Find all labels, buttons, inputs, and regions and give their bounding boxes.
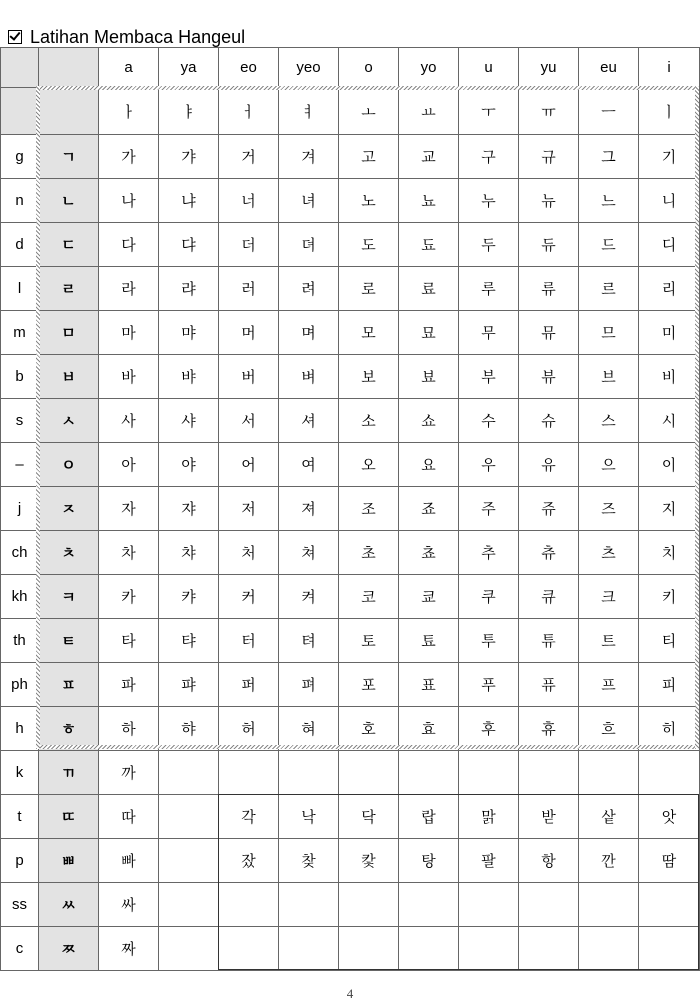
syllable-cell: 캬 [159,575,219,619]
consonant-hangul-cell: ㅅ [39,399,99,443]
syllable-cell: 료 [399,267,459,311]
syllable-cell: 이 [639,443,700,487]
consonant-hangul-cell: ㄴ [39,179,99,223]
practice-cell: 찾 [279,839,339,883]
syllable-cell: 후 [459,707,519,751]
practice-cell [399,751,459,795]
syllable-cell: 아 [99,443,159,487]
syllable-cell: 기 [639,135,700,179]
consonant-latin-cell: b [1,355,39,399]
vowel-latin-cell: yeo [279,48,339,88]
syllable-cell: 빠 [99,839,159,883]
syllable-cell: 푸 [459,663,519,707]
syllable-cell: 규 [519,135,579,179]
practice-cell [339,927,399,971]
syllable-cell: 바 [99,355,159,399]
syllable-cell: 슈 [519,399,579,443]
syllable-cell: 니 [639,179,700,223]
vowel-hangul-cell: ㅕ [279,88,339,135]
vowel-latin-cell: eu [579,48,639,88]
syllable-cell: 너 [219,179,279,223]
practice-cell [219,883,279,927]
syllable-cell: 프 [579,663,639,707]
syllable-cell: 벼 [279,355,339,399]
vowel-hangul-cell: ㅑ [159,88,219,135]
consonant-latin-cell: – [1,443,39,487]
syllable-cell: 가 [99,135,159,179]
vowel-hangul-cell: ㅗ [339,88,399,135]
syllable-cell: 두 [459,223,519,267]
table-row [1,531,700,575]
syllable-cell: 히 [639,707,700,751]
syllable-cell: 챠 [159,531,219,575]
syllable-cell: 쿠 [459,575,519,619]
practice-cell [579,883,639,927]
syllable-cell: 포 [339,663,399,707]
syllable-cell: 츠 [579,531,639,575]
syllable-cell: 크 [579,575,639,619]
vowel-hangul-cell: ㅠ [519,88,579,135]
practice-cell: 항 [519,839,579,883]
consonant-latin-cell: d [1,223,39,267]
vowel-hangul-cell: ㅜ [459,88,519,135]
consonant-hangul-cell: ㅍ [39,663,99,707]
syllable-cell: 르 [579,267,639,311]
syllable-cell: 냐 [159,179,219,223]
consonant-hangul-cell: ㅆ [39,883,99,927]
syllable-cell: 짜 [99,927,159,971]
practice-cell [639,927,700,971]
syllable-cell: 하 [99,707,159,751]
syllable-cell: 부 [459,355,519,399]
syllable-cell: 저 [219,487,279,531]
syllable-cell: 구 [459,135,519,179]
table-row [1,311,700,355]
syllable-cell: 퍼 [219,663,279,707]
syllable-cell: 토 [339,619,399,663]
table-body [1,48,700,971]
practice-cell [579,927,639,971]
practice-cell: 낙 [279,795,339,839]
corner-cell [39,48,99,88]
consonant-hangul-cell: ㄹ [39,267,99,311]
syllable-cell: 비 [639,355,700,399]
practice-cell: 캋 [339,839,399,883]
practice-cell: 맑 [459,795,519,839]
syllable-cell: 펴 [279,663,339,707]
syllable-cell: 거 [219,135,279,179]
syllable-cell: 주 [459,487,519,531]
syllable-cell: 타 [99,619,159,663]
syllable-cell: 고 [339,135,399,179]
syllable-cell: 샤 [159,399,219,443]
syllable-cell: 보 [339,355,399,399]
table-row [1,487,700,531]
syllable-cell: 파 [99,663,159,707]
consonant-latin-cell: l [1,267,39,311]
practice-cell: 팔 [459,839,519,883]
syllable-cell: 휴 [519,707,579,751]
consonant-hangul-cell: ㅌ [39,619,99,663]
consonant-hangul-cell: ㅉ [39,927,99,971]
syllable-cell: 댜 [159,223,219,267]
table-row [1,223,700,267]
syllable-cell: 버 [219,355,279,399]
vowel-hangul-cell: ㅡ [579,88,639,135]
consonant-latin-cell: ss [1,883,39,927]
vowel-latin-cell: eo [219,48,279,88]
table-row [1,355,700,399]
consonant-latin-cell: k [1,751,39,795]
consonant-hangul-cell: ㄷ [39,223,99,267]
table-row [1,839,700,883]
syllable-cell: 쿄 [399,575,459,619]
vowel-latin-cell: a [99,48,159,88]
syllable-cell: 조 [339,487,399,531]
syllable-cell: 디 [639,223,700,267]
vowel-latin-cell: o [339,48,399,88]
syllable-cell: 쟈 [159,487,219,531]
practice-cell [459,751,519,795]
syllable-cell: 피 [639,663,700,707]
syllable-cell: 마 [99,311,159,355]
syllable-cell: 먀 [159,311,219,355]
syllable-cell: 혀 [279,707,339,751]
syllable-cell: 초 [339,531,399,575]
vowel-latin-cell: yo [399,48,459,88]
syllable-cell: 유 [519,443,579,487]
practice-cell [519,883,579,927]
syllable-cell: 허 [219,707,279,751]
practice-cell [519,751,579,795]
vowel-latin-row [1,48,700,88]
syllable-cell: 듀 [519,223,579,267]
practice-cell [459,883,519,927]
table-row [1,443,700,487]
table-row [1,179,700,223]
syllable-cell: 어 [219,443,279,487]
table-row [1,927,700,971]
consonant-hangul-cell: ㅃ [39,839,99,883]
consonant-latin-cell: p [1,839,39,883]
syllable-cell: 사 [99,399,159,443]
vowel-hangul-row [1,88,700,135]
syllable-cell: 쵸 [399,531,459,575]
consonant-latin-cell: th [1,619,39,663]
syllable-cell: 티 [639,619,700,663]
practice-cell [219,751,279,795]
syllable-cell: 됴 [399,223,459,267]
consonant-latin-cell: g [1,135,39,179]
table-row [1,707,700,751]
syllable-cell: 모 [339,311,399,355]
syllable-cell: 터 [219,619,279,663]
syllable-cell: 켜 [279,575,339,619]
syllable-cell: 려 [279,267,339,311]
vowel-latin-cell: u [459,48,519,88]
syllable-cell: 퍄 [159,663,219,707]
syllable-cell: 치 [639,531,700,575]
syllable-cell: 햐 [159,707,219,751]
practice-cell [279,751,339,795]
empty-cell [159,839,219,883]
syllable-cell: 류 [519,267,579,311]
syllable-cell: 그 [579,135,639,179]
syllable-cell: 으 [579,443,639,487]
syllable-cell: 튜 [519,619,579,663]
syllable-cell: 추 [459,531,519,575]
page-title [8,26,245,48]
consonant-latin-cell: kh [1,575,39,619]
consonant-latin-cell: t [1,795,39,839]
vowel-hangul-cell: ㅣ [639,88,700,135]
corner-cell [1,48,39,88]
syllable-cell: 툐 [399,619,459,663]
syllable-cell: 키 [639,575,700,619]
syllable-cell: 머 [219,311,279,355]
syllable-cell: 소 [339,399,399,443]
consonant-hangul-cell: ㅎ [39,707,99,751]
consonant-hangul-cell: ㅊ [39,531,99,575]
syllable-cell: 랴 [159,267,219,311]
corner-cell [1,88,39,135]
practice-cell: 받 [519,795,579,839]
syllable-cell: 표 [399,663,459,707]
practice-cell [399,927,459,971]
syllable-cell: 처 [219,531,279,575]
vowel-hangul-cell: ㅏ [99,88,159,135]
syllable-cell: 드 [579,223,639,267]
syllable-cell: 따 [99,795,159,839]
table-row [1,751,700,795]
syllable-cell: 미 [639,311,700,355]
syllable-cell: 오 [339,443,399,487]
corner-cell [39,88,99,135]
syllable-cell: 뉴 [519,179,579,223]
syllable-cell: 쇼 [399,399,459,443]
checkbox-icon [8,30,22,44]
consonant-hangul-cell: ㅈ [39,487,99,531]
syllable-cell: 뵤 [399,355,459,399]
vowel-hangul-cell: ㅛ [399,88,459,135]
syllable-cell: 리 [639,267,700,311]
vowel-latin-cell: i [639,48,700,88]
practice-cell: 각 [219,795,279,839]
syllable-cell: 뷰 [519,355,579,399]
practice-cell: 깐 [579,839,639,883]
syllable-cell: 큐 [519,575,579,619]
consonant-latin-cell: s [1,399,39,443]
syllable-cell: 러 [219,267,279,311]
syllable-cell: 효 [399,707,459,751]
syllable-cell: 카 [99,575,159,619]
practice-cell [459,927,519,971]
syllable-cell: 흐 [579,707,639,751]
practice-cell [639,751,700,795]
table-row [1,619,700,663]
syllable-cell: 묘 [399,311,459,355]
practice-cell [339,751,399,795]
consonant-latin-cell: h [1,707,39,751]
practice-cell: 닥 [339,795,399,839]
syllable-cell: 도 [339,223,399,267]
syllable-cell: 요 [399,443,459,487]
syllable-cell: 쥬 [519,487,579,531]
consonant-latin-cell: m [1,311,39,355]
syllable-cell: 다 [99,223,159,267]
hangeul-table [0,47,700,971]
vowel-latin-cell: ya [159,48,219,88]
table-row [1,795,700,839]
practice-cell [399,883,459,927]
syllable-cell: 갸 [159,135,219,179]
page-number: 4 [346,986,354,1001]
table-row [1,135,700,179]
syllable-cell: 노 [339,179,399,223]
syllable-cell: 수 [459,399,519,443]
title-text: Latihan Membaca Hangeul [30,26,246,47]
consonant-hangul-cell: ㅂ [39,355,99,399]
consonant-latin-cell: ch [1,531,39,575]
syllable-cell: 츄 [519,531,579,575]
syllable-cell: 까 [99,751,159,795]
syllable-cell: 쳐 [279,531,339,575]
consonant-hangul-cell: ㅋ [39,575,99,619]
syllable-cell: 무 [459,311,519,355]
practice-cell [219,927,279,971]
consonant-latin-cell: j [1,487,39,531]
syllable-cell: 뇨 [399,179,459,223]
syllable-cell: 라 [99,267,159,311]
practice-cell [579,751,639,795]
consonant-latin-cell: n [1,179,39,223]
syllable-cell: 우 [459,443,519,487]
syllable-cell: 시 [639,399,700,443]
syllable-cell: 스 [579,399,639,443]
syllable-cell: 퓨 [519,663,579,707]
syllable-cell: 여 [279,443,339,487]
syllable-cell: 지 [639,487,700,531]
consonant-hangul-cell: ㅁ [39,311,99,355]
empty-cell [159,927,219,971]
syllable-cell: 브 [579,355,639,399]
practice-cell: 샅 [579,795,639,839]
consonant-latin-cell: ph [1,663,39,707]
syllable-cell: 즈 [579,487,639,531]
practice-cell: 땀 [639,839,700,883]
practice-cell [279,927,339,971]
syllable-cell: 차 [99,531,159,575]
table-row [1,883,700,927]
syllable-cell: 싸 [99,883,159,927]
syllable-cell: 로 [339,267,399,311]
consonant-hangul-cell: ㄸ [39,795,99,839]
consonant-hangul-cell: ㄱ [39,135,99,179]
syllable-cell: 뱌 [159,355,219,399]
syllable-cell: 루 [459,267,519,311]
syllable-cell: 죠 [399,487,459,531]
syllable-cell: 커 [219,575,279,619]
practice-cell: 잤 [219,839,279,883]
syllable-cell: 코 [339,575,399,619]
syllable-cell: 느 [579,179,639,223]
syllable-cell: 며 [279,311,339,355]
table-row [1,575,700,619]
syllable-cell: 녀 [279,179,339,223]
syllable-cell: 져 [279,487,339,531]
empty-cell [159,883,219,927]
syllable-cell: 누 [459,179,519,223]
table-row [1,399,700,443]
practice-cell [639,883,700,927]
practice-cell: 앗 [639,795,700,839]
syllable-cell: 셔 [279,399,339,443]
syllable-cell: 나 [99,179,159,223]
empty-cell [159,751,219,795]
syllable-cell: 교 [399,135,459,179]
syllable-cell: 겨 [279,135,339,179]
syllable-cell: 텨 [279,619,339,663]
table-row [1,663,700,707]
syllable-cell: 야 [159,443,219,487]
syllable-cell: 투 [459,619,519,663]
syllable-cell: 서 [219,399,279,443]
syllable-cell: 트 [579,619,639,663]
vowel-hangul-cell: ㅓ [219,88,279,135]
practice-cell: 탕 [399,839,459,883]
syllable-cell: 더 [219,223,279,267]
syllable-cell: 므 [579,311,639,355]
syllable-cell: 탸 [159,619,219,663]
syllable-cell: 자 [99,487,159,531]
practice-cell [279,883,339,927]
vowel-latin-cell: yu [519,48,579,88]
table-row [1,267,700,311]
syllable-cell: 뮤 [519,311,579,355]
syllable-cell: 뎌 [279,223,339,267]
practice-cell: 랍 [399,795,459,839]
consonant-latin-cell: c [1,927,39,971]
consonant-hangul-cell: ㅇ [39,443,99,487]
consonant-hangul-cell: ㄲ [39,751,99,795]
syllable-cell: 호 [339,707,399,751]
empty-cell [159,795,219,839]
practice-cell [519,927,579,971]
practice-cell [339,883,399,927]
